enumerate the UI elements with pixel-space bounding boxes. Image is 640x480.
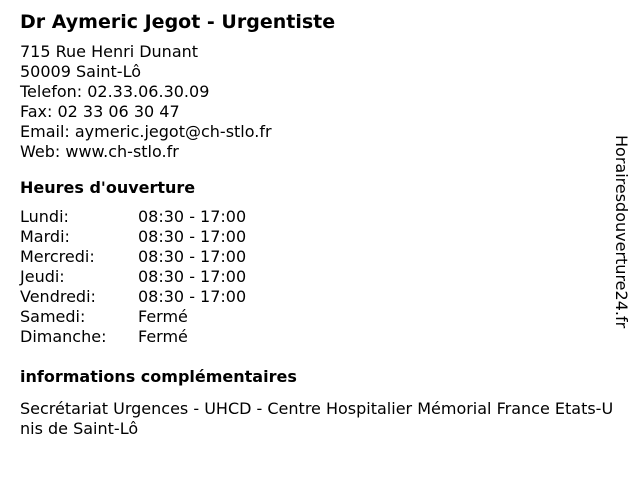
hours-day: Mercredi: <box>20 247 95 266</box>
hours-day: Samedi: <box>20 307 86 326</box>
business-card <box>20 10 614 439</box>
fax-line: Fax: 02 33 06 30 47 <box>20 102 180 121</box>
hours-row-sunday <box>20 327 610 347</box>
hours-time: Fermé <box>138 327 188 346</box>
hours-table <box>20 207 610 347</box>
email-line: Email: aymeric.jegot@ch-stlo.fr <box>20 122 272 141</box>
hours-time: 08:30 - 17:00 <box>138 267 247 286</box>
hours-row-tuesday <box>20 227 610 247</box>
hours-row-wednesday <box>20 247 610 267</box>
address-city: 50009 Saint-Lô <box>20 62 141 81</box>
hours-time: 08:30 - 17:00 <box>138 207 247 226</box>
phone-line: Telefon: 02.33.06.30.09 <box>20 82 210 101</box>
page-title: Dr Aymeric Jegot - Urgentiste <box>20 11 336 33</box>
hours-time: 08:30 - 17:00 <box>138 287 247 306</box>
hours-time: 08:30 - 17:00 <box>138 227 247 246</box>
hours-day: Mardi: <box>20 227 70 246</box>
info-text: Secrétariat Urgences - UHCD - Centre Hospitalier Mémorial France Etats-Unis de Saint-Lô <box>20 399 614 438</box>
hours-day: Vendredi: <box>20 287 96 306</box>
info-heading: informations complémentaires <box>20 367 297 386</box>
hours-heading: Heures d'ouverture <box>20 178 196 197</box>
hours-row-saturday <box>20 307 610 327</box>
web-line: Web: www.ch-stlo.fr <box>20 142 179 161</box>
address-street: 715 Rue Henri Dunant <box>20 42 199 61</box>
hours-day: Dimanche: <box>20 327 107 346</box>
hours-time: 08:30 - 17:00 <box>138 247 247 266</box>
hours-row-monday <box>20 207 610 227</box>
hours-day: Lundi: <box>20 207 69 226</box>
hours-time: Fermé <box>138 307 188 326</box>
watermark-text: Horairesdouverture24.fr <box>612 135 631 329</box>
hours-row-friday <box>20 287 610 307</box>
hours-day: Jeudi: <box>20 267 65 286</box>
hours-row-thursday <box>20 267 610 287</box>
